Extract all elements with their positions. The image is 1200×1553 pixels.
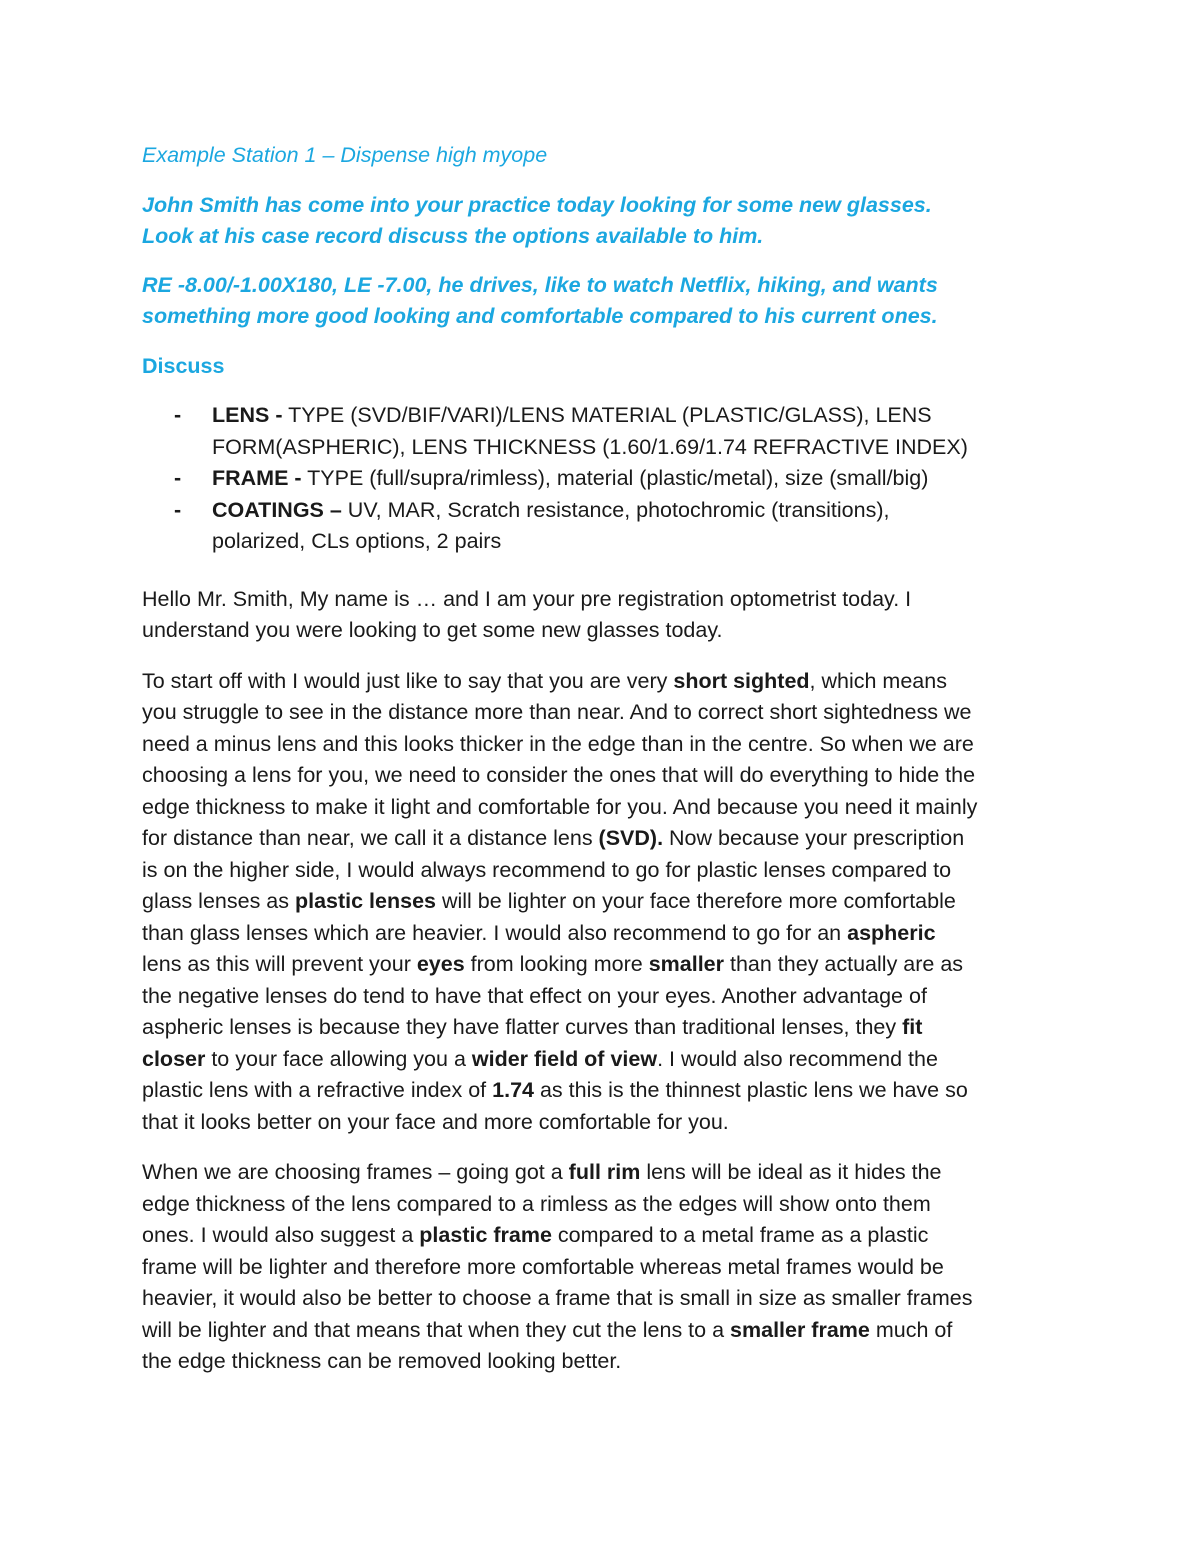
text-run: than glass lenses which are heavier. I would also recommend to go for an [142, 920, 848, 945]
bullet-coatings [142, 495, 1062, 558]
emphasis: (SVD). [598, 826, 664, 850]
prescription-line: RE -8.00/-1.00X180, LE -7.00, he drives, like to watch Netflix, hiking, and wants [142, 272, 938, 297]
prescription-details [142, 270, 1062, 333]
bullet-dash: - [174, 466, 182, 490]
bullet-lens [142, 400, 1062, 463]
text-run: To start off with I would just like to say that you are very [142, 668, 674, 693]
text-line: frame will be lighter and therefore more comfortable whereas metal frames would be [142, 1254, 944, 1279]
scenario-intro-line: John Smith has come into your practice today looking for some new glasses. [142, 192, 932, 217]
emphasis: short sighted [673, 668, 810, 693]
text-run: lens as this will prevent your [142, 952, 417, 976]
bullet-label: LENS - [212, 403, 283, 427]
bullet-dash: - [174, 497, 182, 522]
frame-recommendation-paragraph [142, 1157, 1062, 1378]
greeting-paragraph [142, 584, 1062, 647]
text-line: need a minus lens and this looks thicker in the edge than in the centre. So when we are [142, 731, 974, 756]
bullet-label: COATINGS – [212, 497, 342, 522]
bullet-text: UV, MAR, Scratch resistance, photochromic (transitions), [341, 497, 890, 522]
discuss-heading-text: Discuss [142, 353, 225, 378]
bullet-text: FORM(ASPHERIC), LENS THICKNESS (1.60/1.69/1.74 REFRACTIVE INDEX) [212, 434, 968, 459]
text-run: . I would also recommend the [657, 1046, 938, 1071]
text-line: is on the higher side, I would always recommend to go for plastic lenses compared to [142, 857, 952, 882]
text-line: choosing a lens for you, we need to consider the ones that will do everything to hide the [142, 763, 976, 787]
text-run: ones. I would also suggest a [142, 1223, 420, 1247]
emphasis: fit [902, 1015, 923, 1039]
text-run: than they actually are as [724, 952, 964, 976]
emphasis: wider field of view [471, 1046, 658, 1071]
text-run: for distance than near, we call it a distance lens [142, 826, 599, 850]
text-run: much of [869, 1317, 953, 1342]
station-title [142, 140, 1062, 172]
prescription-line: something more good looking and comfortable compared to his current ones. [142, 304, 938, 328]
scenario-intro [142, 190, 1062, 253]
bullet-frame [142, 463, 1062, 495]
emphasis: closer [142, 1046, 206, 1071]
text-line: heavier, it would also be better to choose a frame that is small in size as smaller frames [142, 1286, 973, 1310]
emphasis: smaller [648, 952, 725, 976]
text-run: plastic lens with a refractive index of [142, 1078, 493, 1102]
station-title-text: Example Station 1 – Dispense high myope [142, 143, 548, 167]
lens-recommendation-paragraph [142, 666, 1062, 1139]
text-run: to your face allowing you a [205, 1046, 472, 1071]
discuss-heading [142, 351, 1062, 383]
emphasis: aspheric [847, 920, 936, 945]
emphasis: 1.74 [492, 1078, 534, 1102]
text-run: Now because your prescription [663, 826, 965, 850]
text-line: the edge thickness can be removed looking better. [142, 1349, 622, 1373]
emphasis: plastic lenses [294, 889, 436, 913]
text-run: compared to a metal frame as a plastic [551, 1223, 929, 1247]
emphasis: full rim [568, 1160, 641, 1184]
document-body [142, 140, 1062, 1397]
text-line: edge thickness of the lens compared to a rimless as the edges will show onto them [142, 1191, 931, 1216]
discussion-bullet-list [142, 400, 1062, 558]
bullet-text: polarized, CLs options, 2 pairs [212, 529, 502, 553]
bullet-label: FRAME - [212, 466, 302, 490]
text-run: , which means [809, 668, 947, 693]
bullet-dash: - [174, 403, 182, 427]
bullet-text: TYPE (full/supra/rimless), material (plastic/metal), size (small/big) [301, 466, 929, 490]
text-run: from looking more [464, 952, 649, 976]
text-run: aspheric lenses is because they have flatter curves than traditional lenses, they [142, 1015, 903, 1039]
text-line: Hello Mr. Smith, My name is … and I am your pre registration optometrist today. I [142, 586, 912, 611]
scenario-intro-line: Look at his case record discuss the options available to him. [142, 224, 764, 248]
bullet-text: TYPE (SVD/BIF/VARI)/LENS MATERIAL (PLASTIC/GLASS), LENS [282, 403, 932, 427]
text-run: glass lenses as [142, 889, 295, 913]
text-line: understand you were looking to get some new glasses today. [142, 618, 723, 642]
text-run: lens will be ideal as it hides the [640, 1160, 942, 1184]
text-run: When we are choosing frames – going got a [142, 1160, 569, 1184]
text-line: you struggle to see in the distance more than near. And to correct short sightedness we [142, 700, 972, 724]
text-line: that it looks better on your face and more comfortable for you. [142, 1109, 729, 1134]
text-run: as this is the thinnest plastic lens we have so [534, 1078, 968, 1102]
text-line: edge thickness to make it light and comfortable for you. And because you need it mainly [142, 794, 978, 819]
text-run: will be lighter and that means that when they cut the lens to a [142, 1317, 731, 1342]
text-line: the negative lenses do tend to have that effect on your eyes. Another advantage of [142, 983, 927, 1008]
emphasis: smaller frame [730, 1317, 870, 1342]
text-run: will be lighter on your face therefore more comfortable [436, 889, 956, 913]
emphasis: plastic frame [419, 1223, 552, 1247]
emphasis: eyes [416, 952, 465, 976]
